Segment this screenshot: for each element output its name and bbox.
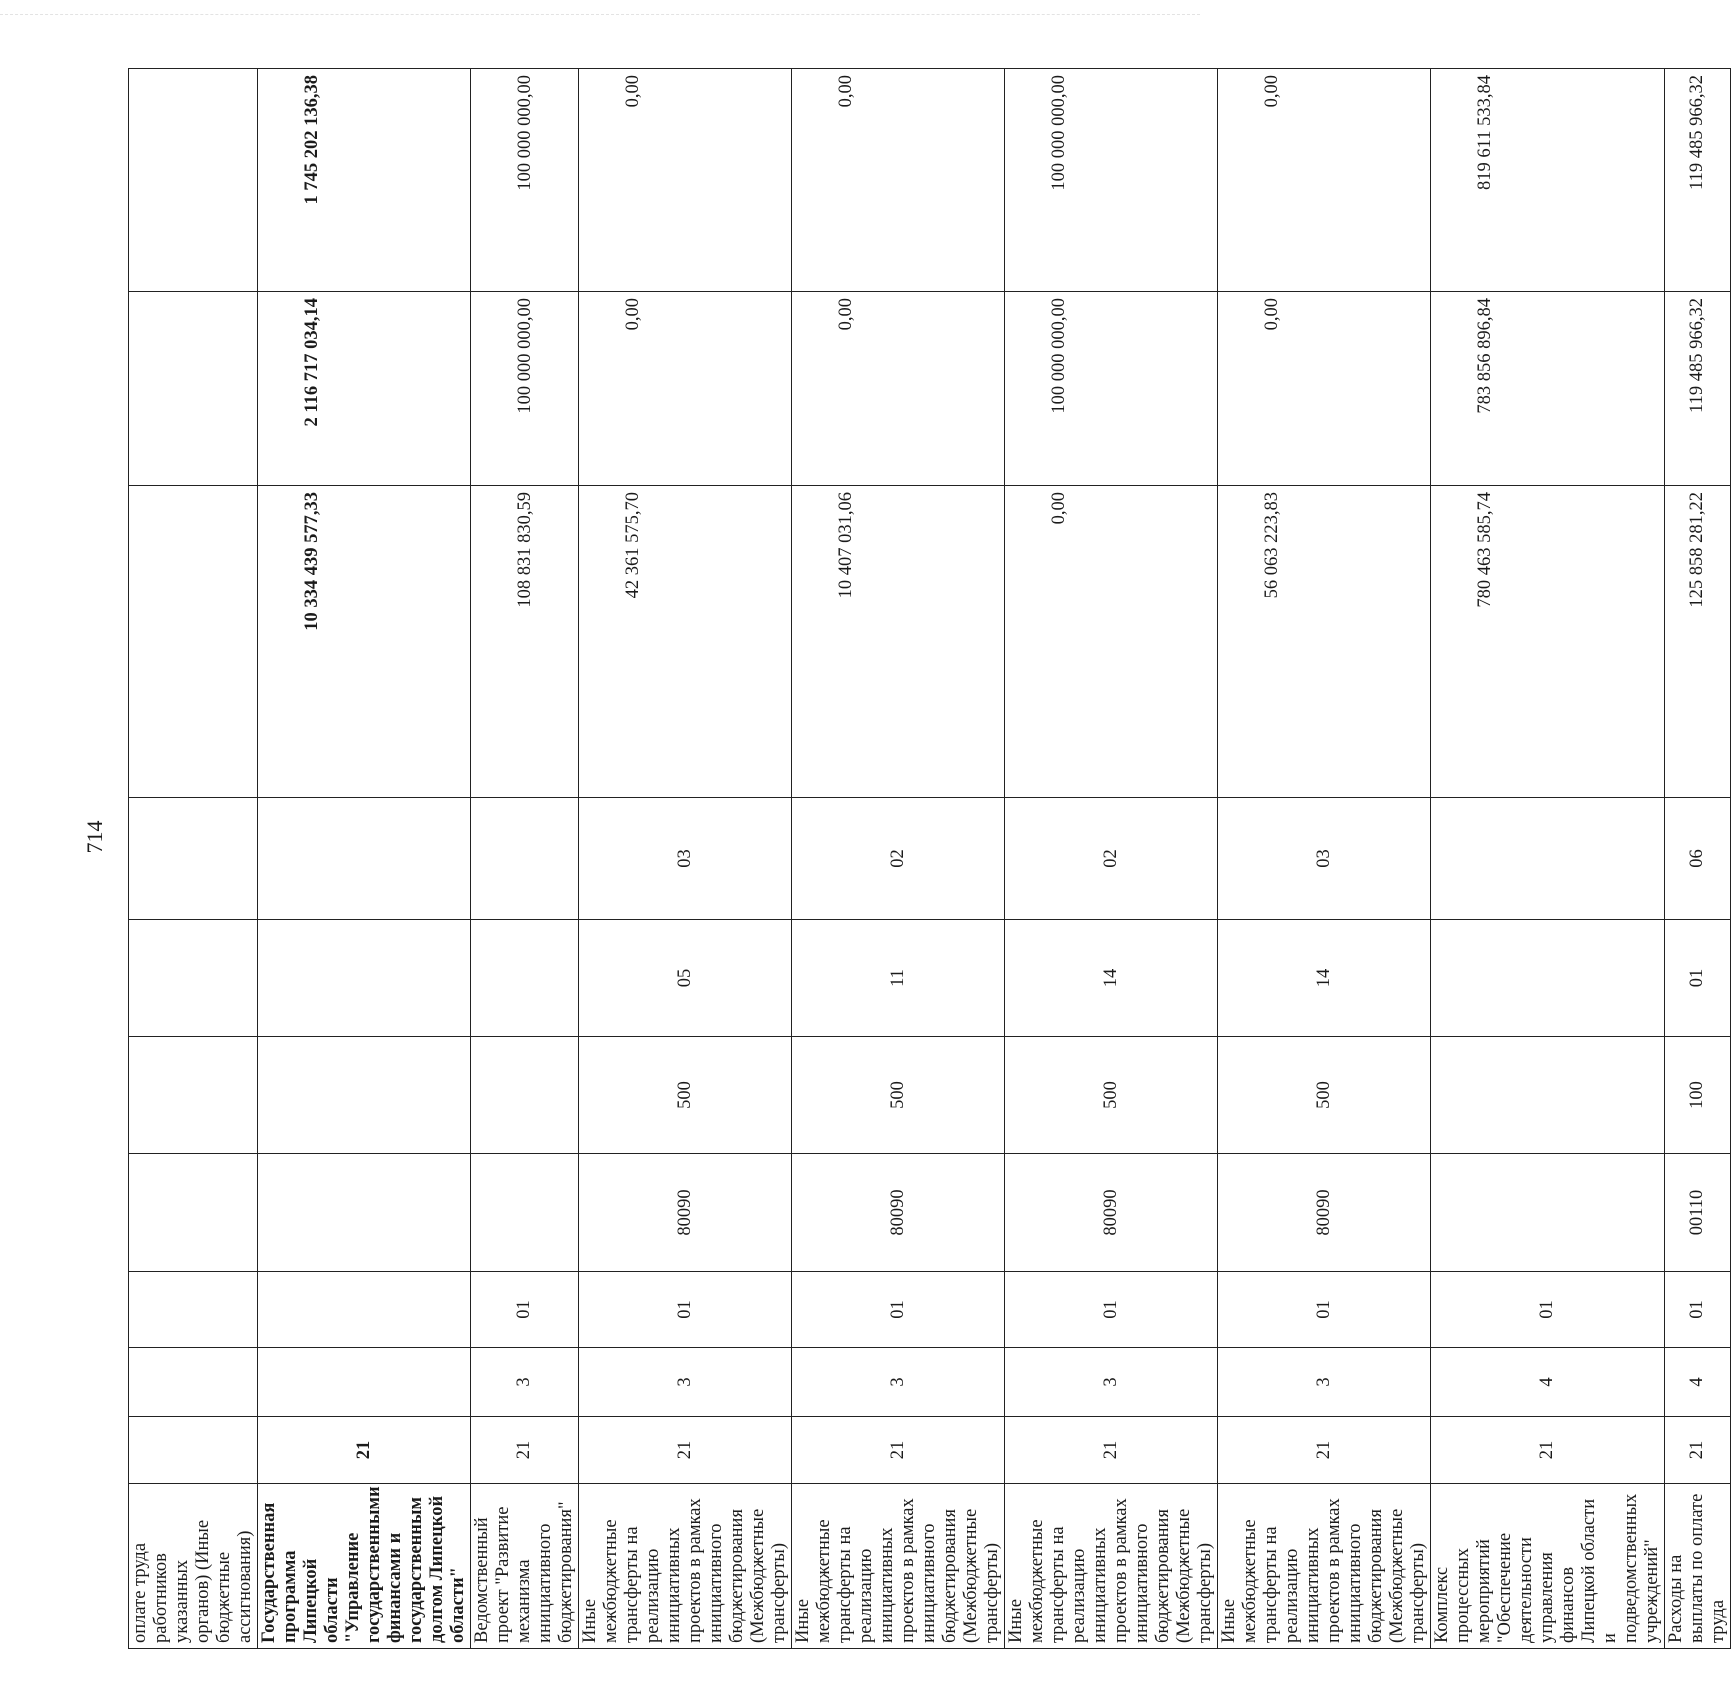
- direction-code: 00110: [1665, 1154, 1731, 1272]
- admin-code: 21: [471, 1417, 579, 1484]
- amount-year-2: 100 000 000,00: [471, 292, 579, 486]
- direction-code: 80090: [792, 1154, 1005, 1272]
- admin-code: 21: [579, 1417, 792, 1484]
- table-row: [792, 69, 1005, 1649]
- program-code: 4: [1665, 1348, 1731, 1417]
- subprogram-code: 01: [1665, 1272, 1731, 1348]
- subsection-code: 02: [792, 798, 1005, 920]
- subsection-code: [129, 798, 258, 920]
- rotated-table-wrapper: [128, 69, 1728, 1649]
- row-name: Государственная программа Липецкой области "Управление государственными финансами и государственным долгом Липецкой области": [258, 1484, 471, 1649]
- table-row: [1431, 69, 1665, 1649]
- budget-table: [128, 68, 1731, 1649]
- direction-code: [129, 1154, 258, 1272]
- subsection-code: 03: [579, 798, 792, 920]
- table-row: [258, 69, 471, 1649]
- subsection-code: [258, 798, 471, 920]
- program-code: [258, 1348, 471, 1417]
- expense-type-code: [129, 1037, 258, 1154]
- amount-year-2: 0,00: [579, 292, 792, 486]
- amount-year-3: [129, 69, 258, 292]
- subsection-code: 02: [1005, 798, 1218, 920]
- section-code: 14: [1005, 920, 1218, 1037]
- amount-year-3: 100 000 000,00: [1005, 69, 1218, 292]
- section-code: [258, 920, 471, 1037]
- section-code: [1431, 920, 1665, 1037]
- admin-code: 21: [258, 1417, 471, 1484]
- section-code: 14: [1218, 920, 1431, 1037]
- amount-year-3: 119 485 966,32: [1665, 69, 1731, 292]
- amount-year-1: 10 407 031,06: [792, 486, 1005, 798]
- expense-type-code: [258, 1037, 471, 1154]
- expense-type-code: 500: [1218, 1037, 1431, 1154]
- page-number: 714: [82, 820, 107, 854]
- admin-code: 21: [792, 1417, 1005, 1484]
- direction-code: [258, 1154, 471, 1272]
- table-row: [1218, 69, 1431, 1649]
- subprogram-code: 01: [471, 1272, 579, 1348]
- table-row: [471, 69, 579, 1649]
- amount-year-3: 0,00: [579, 69, 792, 292]
- direction-code: [1431, 1154, 1665, 1272]
- admin-code: 21: [1431, 1417, 1665, 1484]
- program-code: 3: [1005, 1348, 1218, 1417]
- expense-type-code: [1431, 1037, 1665, 1154]
- direction-code: 80090: [579, 1154, 792, 1272]
- program-code: 3: [471, 1348, 579, 1417]
- section-code: [471, 920, 579, 1037]
- admin-code: 21: [1218, 1417, 1431, 1484]
- section-code: 05: [579, 920, 792, 1037]
- amount-year-3: 819 611 533,84: [1431, 69, 1665, 292]
- amount-year-1: 108 831 830,59: [471, 486, 579, 798]
- amount-year-3: 0,00: [792, 69, 1005, 292]
- subsection-code: 03: [1218, 798, 1431, 920]
- amount-year-1: 780 463 585,74: [1431, 486, 1665, 798]
- amount-year-3: 0,00: [1218, 69, 1431, 292]
- program-code: 3: [579, 1348, 792, 1417]
- direction-code: [471, 1154, 579, 1272]
- subsection-code: [471, 798, 579, 920]
- direction-code: 80090: [1218, 1154, 1431, 1272]
- subprogram-code: 01: [1431, 1272, 1665, 1348]
- admin-code: 21: [1665, 1417, 1731, 1484]
- amount-year-2: 2 116 717 034,14: [258, 292, 471, 486]
- row-name: оплате труда работников указанных органов) (Иные бюджетные ассигнования): [129, 1484, 258, 1649]
- program-code: 3: [1218, 1348, 1431, 1417]
- amount-year-2: 783 856 896,84: [1431, 292, 1665, 486]
- table-row: [129, 69, 258, 1649]
- subprogram-code: 01: [1005, 1272, 1218, 1348]
- subprogram-code: 01: [579, 1272, 792, 1348]
- row-name: Иные межбюджетные трансферты на реализацию инициативных проектов в рамках инициативного бюджетирования (Межбюджетные трансферты): [792, 1484, 1005, 1649]
- subprogram-code: 01: [792, 1272, 1005, 1348]
- amount-year-1: 10 334 439 577,33: [258, 486, 471, 798]
- amount-year-1: 56 063 223,83: [1218, 486, 1431, 798]
- expense-type-code: [471, 1037, 579, 1154]
- row-name: Комплекс процессных мероприятий "Обеспечение деятельности управления финансов Липецкой области и подведомственных учреждений": [1431, 1484, 1665, 1649]
- amount-year-3: 1 745 202 136,38: [258, 69, 471, 292]
- section-code: 11: [792, 920, 1005, 1037]
- amount-year-3: 100 000 000,00: [471, 69, 579, 292]
- amount-year-2: [129, 292, 258, 486]
- program-code: 4: [1431, 1348, 1665, 1417]
- amount-year-2: 0,00: [1218, 292, 1431, 486]
- subprogram-code: [129, 1272, 258, 1348]
- amount-year-2: 119 485 966,32: [1665, 292, 1731, 486]
- amount-year-1: [129, 486, 258, 798]
- program-code: 3: [792, 1348, 1005, 1417]
- row-name: Иные межбюджетные трансферты на реализацию инициативных проектов в рамках инициативного бюджетирования (Межбюджетные трансферты): [579, 1484, 792, 1649]
- amount-year-1: 42 361 575,70: [579, 486, 792, 798]
- program-code: [129, 1348, 258, 1417]
- subsection-code: 06: [1665, 798, 1731, 920]
- amount-year-1: 125 858 281,22: [1665, 486, 1731, 798]
- amount-year-2: 100 000 000,00: [1005, 292, 1218, 486]
- row-name: Расходы на выплаты по оплате труда: [1665, 1484, 1731, 1649]
- subprogram-code: 01: [1218, 1272, 1431, 1348]
- row-name: Иные межбюджетные трансферты на реализацию инициативных проектов в рамках инициативного бюджетирования (Межбюджетные трансферты): [1218, 1484, 1431, 1649]
- expense-type-code: 500: [1005, 1037, 1218, 1154]
- subprogram-code: [258, 1272, 471, 1348]
- amount-year-2: 0,00: [792, 292, 1005, 486]
- row-name: Иные межбюджетные трансферты на реализацию инициативных проектов в рамках инициативного бюджетирования (Межбюджетные трансферты): [1005, 1484, 1218, 1649]
- row-name: Ведомственный проект "Развитие механизма инициативного бюджетирования": [471, 1484, 579, 1649]
- section-code: [129, 920, 258, 1037]
- table-row: [1665, 69, 1731, 1649]
- direction-code: 80090: [1005, 1154, 1218, 1272]
- scan-edge: [0, 14, 1200, 15]
- expense-type-code: 500: [792, 1037, 1005, 1154]
- admin-code: [129, 1417, 258, 1484]
- table-row: [579, 69, 792, 1649]
- expense-type-code: 100: [1665, 1037, 1731, 1154]
- expense-type-code: 500: [579, 1037, 792, 1154]
- table-row: [1005, 69, 1218, 1649]
- admin-code: 21: [1005, 1417, 1218, 1484]
- subsection-code: [1431, 798, 1665, 920]
- amount-year-1: 0,00: [1005, 486, 1218, 798]
- section-code: 01: [1665, 920, 1731, 1037]
